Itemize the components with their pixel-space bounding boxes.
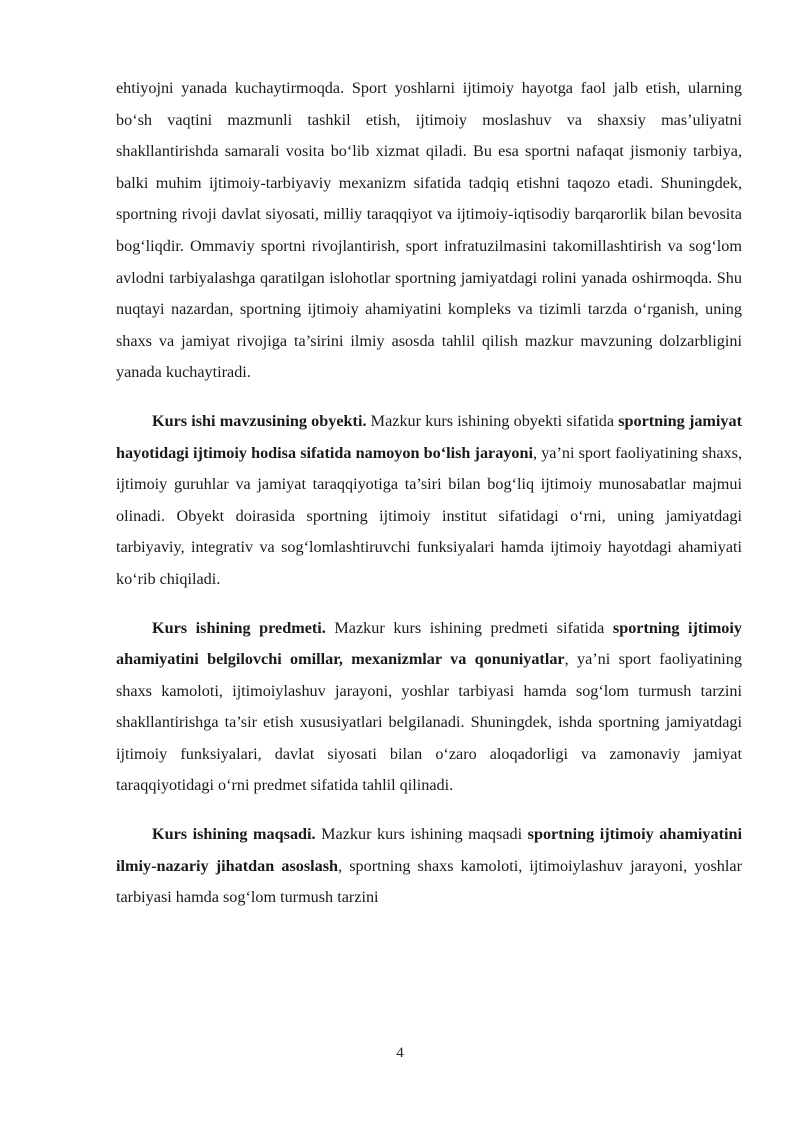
- text-run: Mazkur kurs ishining obyekti sifatida: [366, 411, 619, 430]
- text-run: , sportning shaxs kamoloti, ijtimoiylashuv jarayoni, yoshlar tarbiyasi hamda sog‘lom turmush tarzini: [116, 856, 742, 907]
- bold-text-run: sportning ijtimoiy ahamiyatini ilmiy-nazariy jihatdan asoslash: [116, 825, 743, 875]
- text-run: ehtiyojni yanada kuchaytirmoqda. Sport yoshlarni ijtimoiy hayotga faol jalb etish, ularning bo‘sh vaqtini mazmunli tashkil etish, ijtimoiy moslashuv va shaxsiy mas’uliyatni shakllantirishda samarali vosita bo‘lib xizmat qiladi. Bu esa sportni nafaqat jismoniy tarbiya, balki muhim ijtimoiy-tarbiyaviy mexanizm sifatida tadqiq etishni taqozo etadi. Shuningdek, sportning rivoji davlat siyosati, milliy taraqqiyot va ijtimoiy-iqtisodiy barqarorlik bilan bevosita bog‘liqdir. Ommaviy sportni rivojlantirish, sport infratuzilmasini takomillashtirish va sog‘lom avlodni tarbiyalashga qaratilgan islohotlar sportning jamiyatdagi rolini yanada oshirmoqda. Shu nuqtayi nazardan, sportning ijtimoiy ahamiyatini kompleks va tizimli tarzda o‘rganish, uning shaxs va jamiyat rivojiga ta’sirini ilmiy asosda tahlil qilish mazkur mavzuning dolzarbligini yanada kuchaytiradi.: [116, 79, 742, 382]
- text-run: , ya’ni sport faoliyatining shaxs, ijtimoiy guruhlar va jamiyat taraqqiyotiga ta’siri bilan bog‘liq ijtimoiy munosabatlar majmui olinadi. Obyekt doirasida sportning ijtimoiy institut sifatidagi o‘rni, uning jamiyatdagi tarbiyaviy, integrativ va sog‘lomlashtiruvchi funksiyalari hamda ijtimoiy hayotdagi ahamiyati ko‘rib chiqiladi.: [116, 443, 742, 588]
- text-run: , ya’ni sport faoliyatining shaxs kamoloti, ijtimoiylashuv jarayoni, yoshlar tarbiyasi hamda sog‘lom turmush tarzini shakllantirishga ta’sir etish xususiyatlari belgilanadi. Shuningdek, ishda sportning jamiyatdagi ijtimoiy funksiyalari, davlat siyosati bilan o‘zaro aloqadorligi va zamonaviy jamiyat taraqqiyotidagi o‘rni predmet sifatida tahlil qilinadi.: [116, 650, 742, 795]
- page-number: 4: [396, 1045, 404, 1061]
- text-run: Mazkur kurs ishining predmeti sifatida: [325, 618, 613, 637]
- heading-goal: Kurs ishining maqsadi.: [152, 825, 316, 844]
- bold-text-run: sportning jamiyat hayotidagi ijtimoiy hodisa sifatida namoyon bo‘lish jarayoni: [116, 411, 742, 462]
- paragraph-goal: [116, 819, 742, 914]
- bold-text-run: sportning ijtimoiy ahamiyatini belgilovchi omillar, mexanizmlar va qonuniyatlar: [116, 618, 742, 669]
- heading-subject: Kurs ishining predmeti.: [152, 618, 326, 637]
- paragraph-intro: [116, 73, 742, 389]
- body-text: [116, 73, 742, 914]
- paragraph-subject: [116, 613, 742, 803]
- heading-object: Kurs ishi mavzusining obyekti.: [152, 411, 367, 430]
- text-run: Mazkur kurs ishining maqsadi: [315, 825, 528, 844]
- paragraph-object: [116, 406, 742, 596]
